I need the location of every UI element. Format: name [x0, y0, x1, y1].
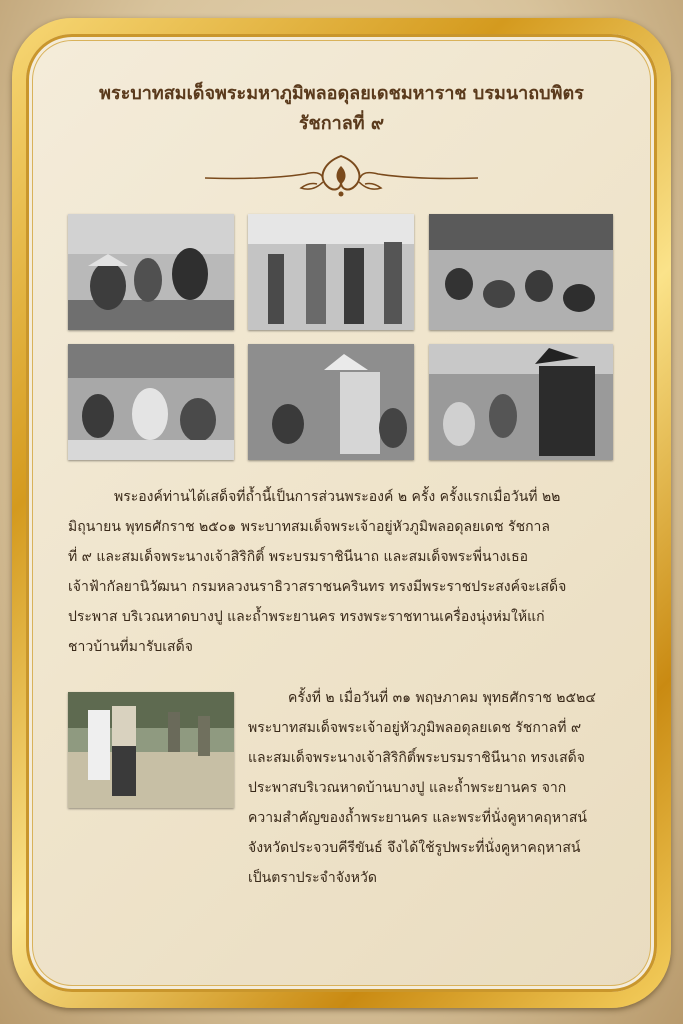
- photo-boat-group: [68, 214, 234, 330]
- paragraph-line: มิถุนายน พุทธศักราช ๒๕๐๑ พระบาทสมเด็จพระเจ้าอยู่หัวภูมิพลอดุลยเดช รัชกาล: [68, 519, 550, 535]
- paragraph-line: ที่ ๙ และสมเด็จพระนางเจ้าสิริกิติ์ พระบรมราชินีนาถ และสมเด็จพระพี่นางเธอ: [68, 549, 529, 565]
- page-title-line2: รัชกาลที่ ๙: [298, 113, 385, 134]
- paragraph-first-visit: [68, 482, 616, 662]
- paragraph-line: เป็นตราประจำจังหวัด: [248, 870, 377, 886]
- paragraph-line: จังหวัดประจวบคีรีขันธ์ จึงได้ใช้รูปพระที่นั่งคูหาคฤหาสน์: [248, 840, 581, 856]
- photo-giving-items: [429, 344, 613, 460]
- paragraph-line: พระบาทสมเด็จพระเจ้าอยู่หัวภูมิพลอดุลยเดช รัชกาลที่ ๙: [248, 720, 582, 736]
- paragraph-line: และสมเด็จพระนางเจ้าสิริกิติ์พระบรมราชินีนาถ ทรงเสด็จ: [248, 750, 585, 766]
- photo-crowd-seated: [429, 214, 613, 330]
- paragraph-line: เจ้าฟ้ากัลยานิวัฒนา กรมหลวงนราธิวาสราชนครินทร ทรงมีพระราชประสงค์จะเสด็จ: [68, 579, 567, 595]
- photo-royal-visit-color: [68, 692, 234, 808]
- photo-villagers-gathering: [68, 344, 234, 460]
- page-title-line1: พระบาทสมเด็จพระมหาภูมิพลอดุลยเดชมหาราช บรมนาถบพิตร: [99, 83, 584, 104]
- paragraph-line: ชาวบ้านที่มารับเสด็จ: [68, 639, 193, 655]
- photo-officers-standing: [248, 214, 414, 330]
- paragraph-second-visit: [248, 683, 618, 893]
- paragraph-line: ครั้งที่ ๒ เมื่อวันที่ ๓๑ พฤษภาคม พุทธศักราช ๒๕๒๔: [288, 690, 596, 706]
- paragraph-line: ประพาสบริเวณหาดบ้านบางปู และถ้ำพระยานคร จาก: [248, 780, 567, 796]
- photo-hat-crowd: [248, 344, 414, 460]
- paragraph-line: ประพาส บริเวณหาดบางปู และถ้ำพระยานคร ทรงพระราชทานเครื่องนุ่งห่มให้แก่: [68, 609, 545, 625]
- flourish-ornament-icon: [205, 152, 478, 200]
- paragraph-line: พระองค์ท่านได้เสด็จที่ถ้ำนี้เป็นการส่วนพระองค์ ๒ ครั้ง ครั้งแรกเมื่อวันที่ ๒๒: [114, 489, 561, 505]
- paragraph-line: ความสำคัญของถ้ำพระยานคร และพระที่นั่งคูหาคฤหาสน์: [248, 810, 587, 826]
